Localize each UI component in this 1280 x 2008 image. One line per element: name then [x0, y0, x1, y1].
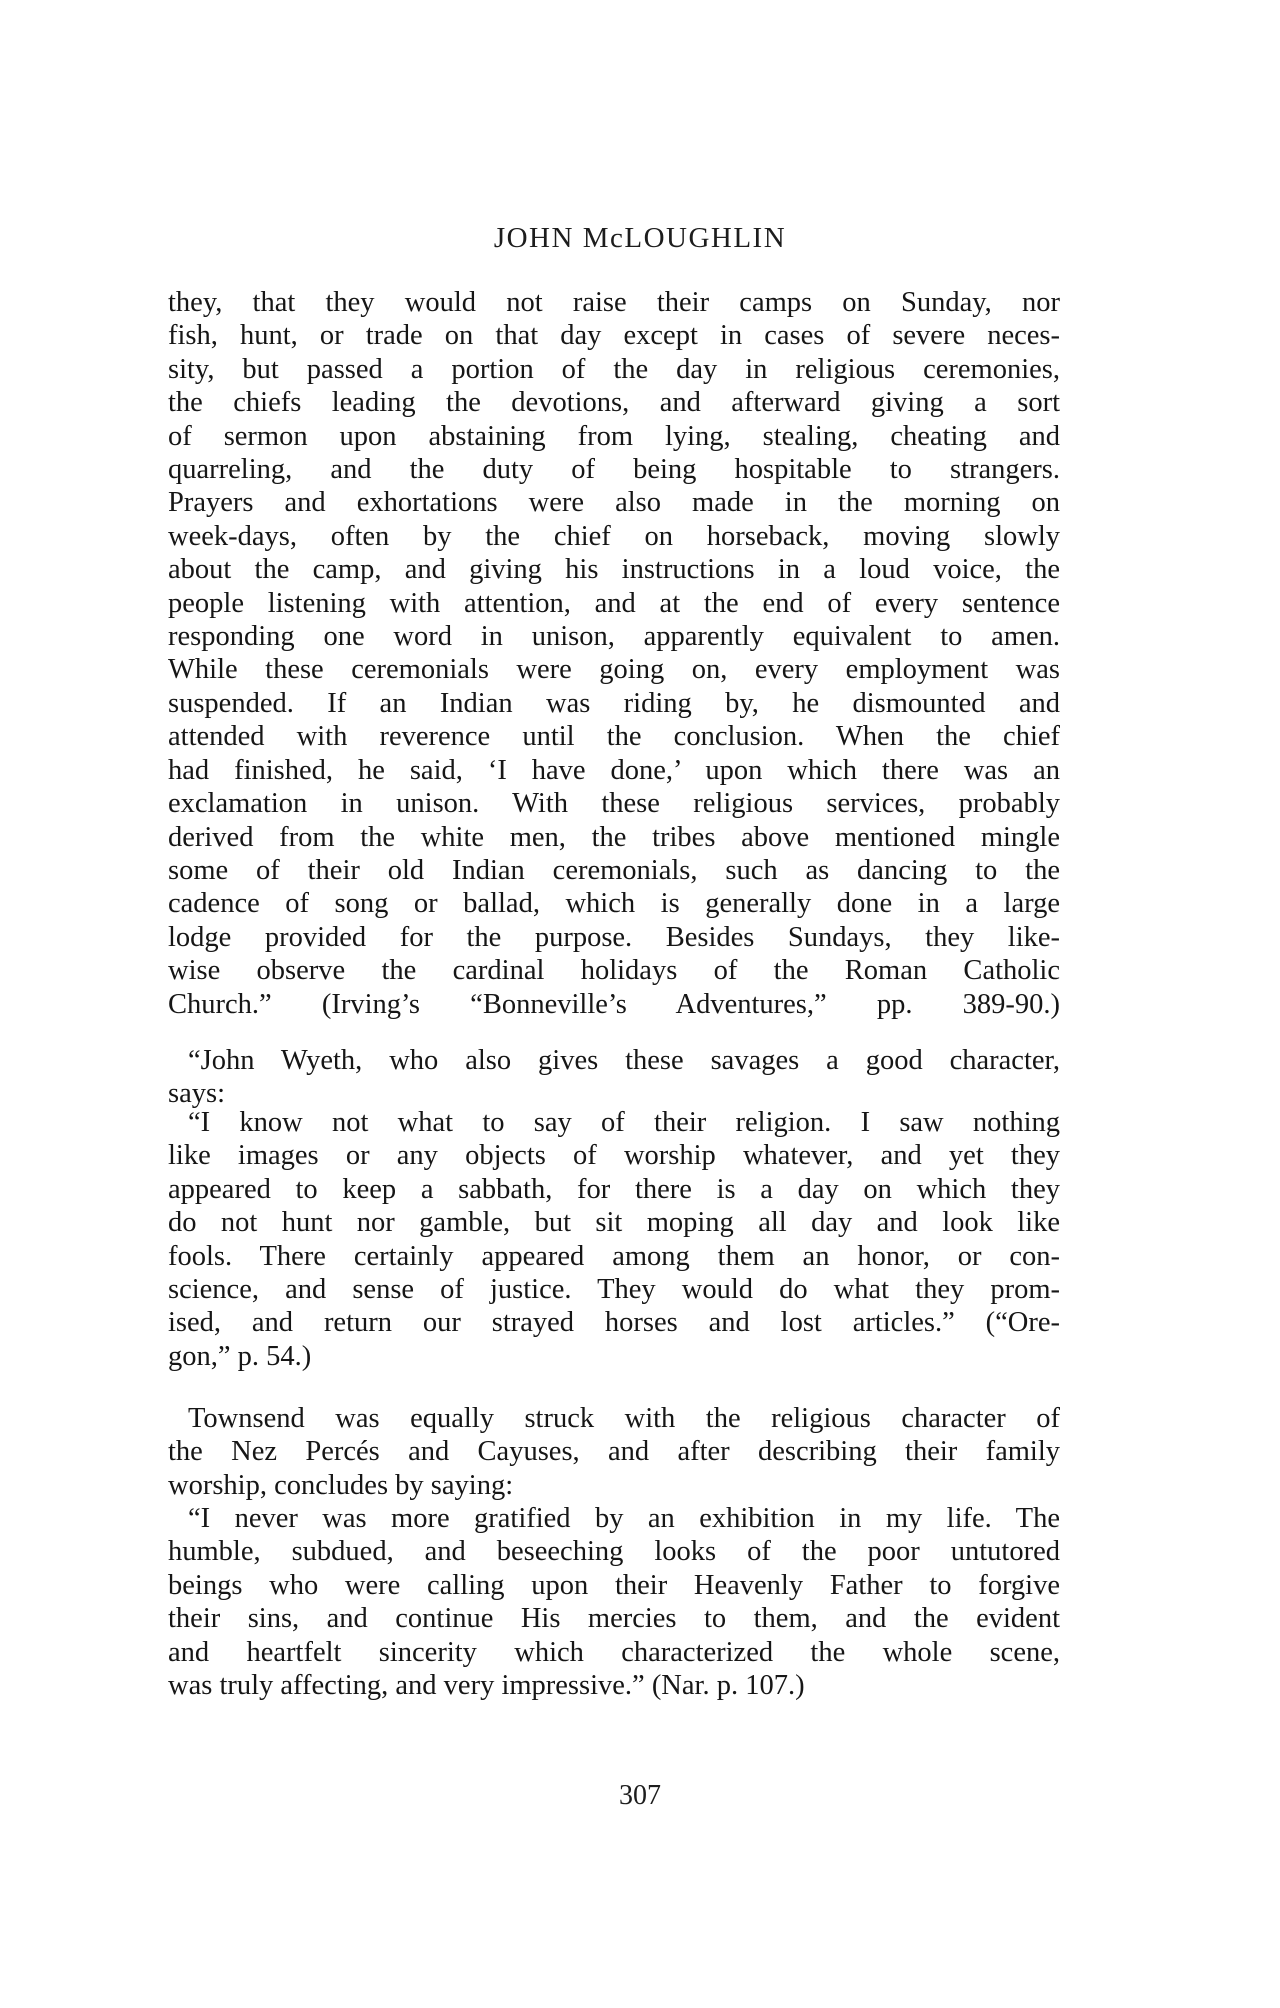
- text-line: like images or any objects of worship whatever, and yet they: [168, 1140, 1060, 1172]
- paragraph-bonneville-quote: [168, 286, 1060, 1021]
- text-line: fools. There certainly appeared among them an honor, or con-: [168, 1240, 1060, 1272]
- text-line: “I never was more gratified by an exhibition in my life. The: [188, 1503, 1060, 1534]
- text-line: attended with reverence until the conclusion. When the chief: [168, 721, 1060, 753]
- paragraph-townsend-intro: [168, 1402, 1060, 1502]
- text-line: do not hunt nor gamble, but sit moping all day and look like: [168, 1207, 1060, 1239]
- text-line: fish, hunt, or trade on that day except in cases of severe neces-: [168, 320, 1060, 352]
- text-line: had finished, he said, ‘I have done,’ upon which there was an: [168, 754, 1060, 786]
- text-line: worship, concludes by saying:: [168, 1469, 514, 1501]
- text-line: gon,” p. 54.): [168, 1340, 312, 1372]
- text-line: about the camp, and giving his instructions in a loud voice, the: [168, 554, 1060, 586]
- text-line: people listening with attention, and at the end of every sentence: [168, 587, 1060, 619]
- text-line: Prayers and exhortations were also made in the morning on: [168, 487, 1060, 519]
- text-line: week-days, often by the chief on horseback, moving slowly: [168, 520, 1060, 552]
- text-line: their sins, and continue His mercies to them, and the evident: [168, 1603, 1060, 1635]
- text-line: derived from the white men, the tribes above mentioned mingle: [168, 821, 1060, 853]
- text-line: some of their old Indian ceremonials, such as dancing to the: [168, 854, 1060, 886]
- text-line: responding one word in unison, apparently equivalent to amen.: [168, 621, 1060, 653]
- text-line: wise observe the cardinal holidays of the Roman Catholic: [168, 955, 1060, 987]
- text-line: cadence of song or ballad, which is generally done in a large: [168, 888, 1060, 920]
- text-line: science, and sense of justice. They would do what they prom-: [168, 1274, 1060, 1306]
- text-line: and heartfelt sincerity which characterized the whole scene,: [168, 1636, 1060, 1668]
- paragraph-townsend-quote: [168, 1502, 1060, 1702]
- paragraph-wyeth-intro: [168, 1044, 1060, 1111]
- text-line: was truly affecting, and very impressive.” (Nar. p. 107.): [168, 1670, 805, 1702]
- text-line: Church.” (Irving’s “Bonneville’s Adventures,” pp. 389-90.): [168, 988, 1060, 1020]
- text-line: the Nez Percés and Cayuses, and after describing their family: [168, 1436, 1060, 1468]
- text-line: quarreling, and the duty of being hospitable to strangers.: [168, 454, 1060, 486]
- page-number: 307: [619, 1780, 661, 1811]
- text-line: exclamation in unison. With these religious services, probably: [168, 788, 1060, 820]
- text-line: Townsend was equally struck with the religious character of: [188, 1403, 1060, 1434]
- text-line: the chiefs leading the devotions, and afterward giving a sort: [168, 387, 1060, 419]
- running-header: JOHN McLOUGHLIN: [493, 222, 787, 254]
- text-line: beings who were calling upon their Heavenly Father to forgive: [168, 1569, 1060, 1601]
- text-line: of sermon upon abstaining from lying, stealing, cheating and: [168, 420, 1060, 452]
- text-line: lodge provided for the purpose. Besides Sundays, they like-: [168, 921, 1060, 953]
- paragraph-wyeth-quote: [168, 1106, 1060, 1373]
- text-line: suspended. If an Indian was riding by, he dismounted and: [168, 687, 1060, 719]
- text-line: “I know not what to say of their religion. I saw nothing: [188, 1107, 1060, 1138]
- text-line: they, that they would not raise their camps on Sunday, nor: [168, 287, 1060, 318]
- text-line: sity, but passed a portion of the day in religious ceremonies,: [168, 353, 1060, 385]
- text-line: “John Wyeth, who also gives these savages a good character,: [188, 1045, 1060, 1076]
- text-line: ised, and return our strayed horses and lost articles.” (“Ore-: [168, 1307, 1060, 1339]
- text-line: humble, subdued, and beseeching looks of the poor untutored: [168, 1536, 1060, 1568]
- text-line: says:: [168, 1078, 225, 1110]
- text-line: appeared to keep a sabbath, for there is a day on which they: [168, 1173, 1060, 1205]
- text-line: While these ceremonials were going on, every employment was: [168, 654, 1060, 686]
